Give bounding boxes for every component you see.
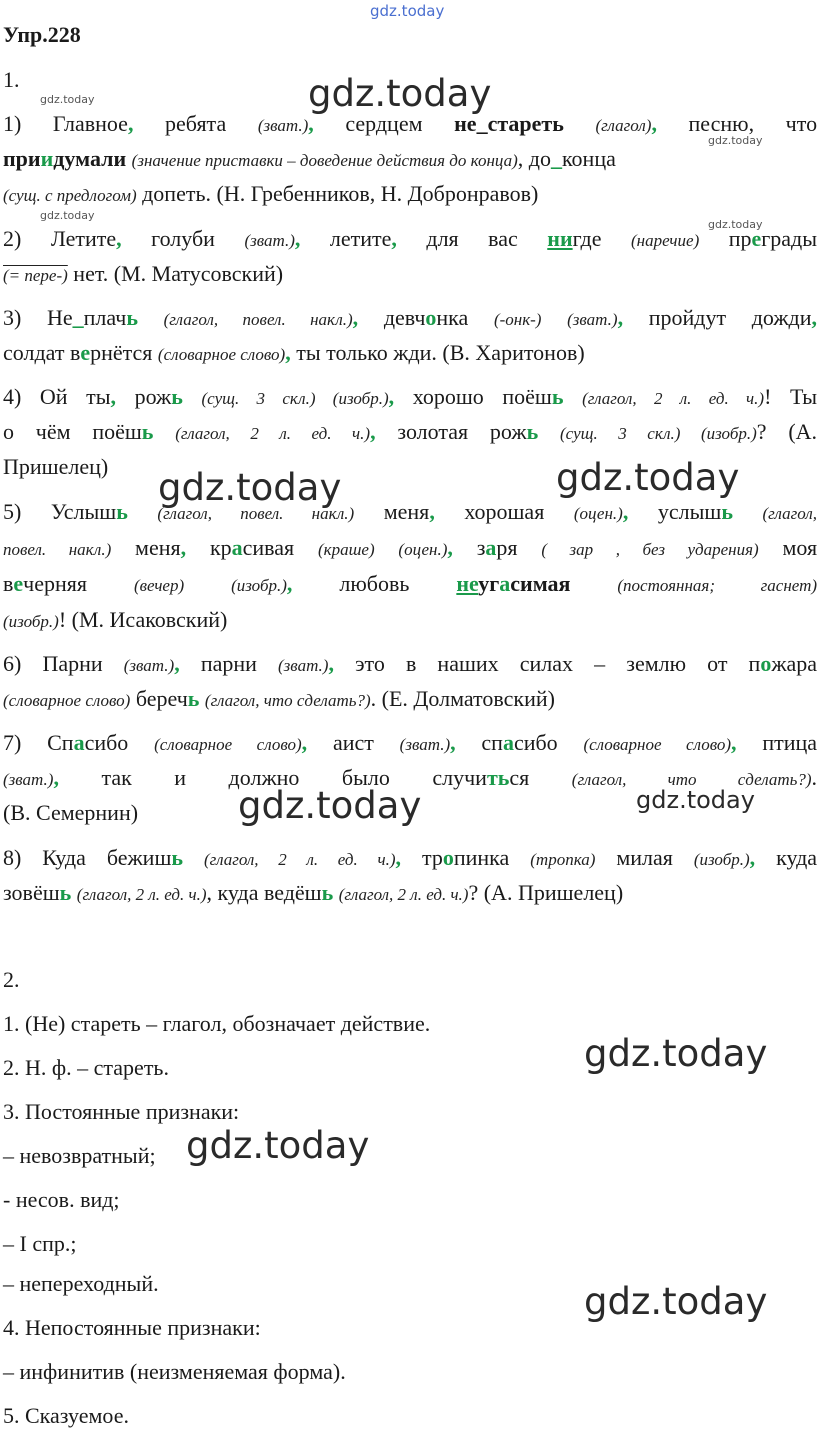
sentence-4-line-1: 4) Ой ты, рожь (сущ. 3 скл.) (изобр.), хорошо поёшь (глагол, 2 л. ед. ч.)! Ты xyxy=(3,384,818,409)
watermark: gdz.today xyxy=(238,784,422,827)
sentence-5-line-1: 5) Услышь (глагол, повел. накл.) меня, хорошая (оцен.), услышь (глагол, xyxy=(3,499,818,524)
sentence-6-line-2: (словарное слово) беречь (глагол, что сделать?). (Е. Долматовский) xyxy=(3,686,555,711)
watermark: gdz.today xyxy=(708,218,763,231)
sentence-6-line-1: 6) Парни (зват.), парни (зват.), это в наших силах – землю от пожара xyxy=(3,651,818,676)
sentence-2-line-2: (= пере-) нет. (М. Матусовский) xyxy=(3,261,284,286)
sentence-8-line-1: 8) Куда бежишь (глагол, 2 л. ед. ч.), тропинка (тропка) милая (изобр.), куда xyxy=(3,845,818,870)
watermark: gdz.today xyxy=(40,93,95,106)
watermark: gdz.today xyxy=(308,72,492,115)
part2-item: 2. Н. ф. – стареть. xyxy=(3,1055,169,1080)
site-mark[interactable]: gdz.today xyxy=(370,2,445,20)
watermark: gdz.today xyxy=(186,1124,370,1167)
part2-item: – непереходный. xyxy=(3,1271,159,1296)
part2-item: - несов. вид; xyxy=(3,1187,120,1212)
sentence-7-line-2: (зват.), так и должно было случиться (глагол, что сделать?). xyxy=(3,765,818,790)
sentence-7-line-1: 7) Спасибо (словарное слово), аист (зват.), спасибо (словарное слово), птица xyxy=(3,730,818,755)
part2-item: 5. Сказуемое. xyxy=(3,1403,129,1428)
watermark: gdz.today xyxy=(40,209,95,222)
sentence-3-line-2: солдат вернётся (словарное слово), ты только жди. (В. Харитонов) xyxy=(3,340,585,365)
sentence-1-line-3: (сущ. с предлогом) допеть. (Н. Гребенников, Н. Добронравов) xyxy=(3,181,539,206)
sentence-1-line-2: приидумали (значение приставки – доведение действия до конца), до_конца xyxy=(3,146,616,171)
watermark: gdz.today xyxy=(158,466,342,509)
watermark: gdz.today xyxy=(584,1032,768,1075)
sentence-2-line-1: 2) Летите, голуби (зват.), летите, для вас нигде (наречие) преграды xyxy=(3,226,818,251)
part1-label: 1. xyxy=(3,67,20,92)
sentence-3-line-1: 3) Не_плачь (глагол, повел. накл.), девчонка (-онк-) (зват.), пройдут дожди, xyxy=(3,305,818,330)
exercise-title: Упр.228 xyxy=(3,22,81,47)
part2-item: – I спр.; xyxy=(3,1231,77,1256)
part2-item: 4. Непостоянные признаки: xyxy=(3,1315,261,1340)
sentence-5-line-2: повел. накл.) меня, красивая (краше) (оцен.), заря ( зар , без ударения) моя xyxy=(3,535,818,560)
sentence-4-line-2: о чём поёшь (глагол, 2 л. ед. ч.), золотая рожь (сущ. 3 скл.) (изобр.)? (А. xyxy=(3,419,818,444)
part2-item: – невозвратный; xyxy=(3,1143,156,1168)
part2-item: 3. Постоянные признаки: xyxy=(3,1099,240,1124)
watermark: gdz.today xyxy=(556,456,740,499)
watermark: gdz.today xyxy=(708,134,763,147)
watermark: gdz.today xyxy=(584,1280,768,1323)
part2-item: – инфинитив (неизменяемая форма). xyxy=(3,1359,346,1384)
part2-item: 1. (Не) стареть – глагол, обозначает действие. xyxy=(3,1011,431,1036)
sentence-4-line-3: Пришелец) xyxy=(3,454,109,479)
part2-label: 2. xyxy=(3,967,20,992)
watermark: gdz.today xyxy=(636,786,755,814)
sentence-7-line-3: (В. Семернин) xyxy=(3,800,139,825)
sentence-1-line-1: 1) Главное, ребята (зват.), сердцем не_стареть (глагол), песню, что xyxy=(3,111,818,136)
sentence-5-line-3: вечерняя (вечер) (изобр.), любовь неугасимая (постоянная; гаснет) xyxy=(3,571,818,596)
sentence-8-line-2: зовёшь (глагол, 2 л. ед. ч.), куда ведёшь (глагол, 2 л. ед. ч.)? (А. Пришелец) xyxy=(3,880,624,905)
sentence-5-line-4: (изобр.)! (М. Исаковский) xyxy=(3,607,228,632)
